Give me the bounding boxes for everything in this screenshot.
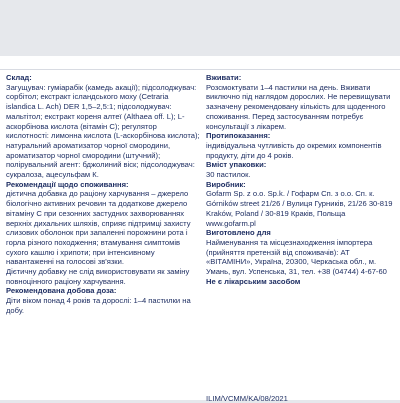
package-content-title: Вміст упаковки: <box>206 160 267 170</box>
dose-title: Рекомендована добова доза: <box>6 286 117 296</box>
recommendations-text: дієтична добавка до раціону харчування – джерело біологічно активних речовин та додаткове джерело вітаміну C при сезонних застудних захворюваннях верхніх дихальних шляхів, сприяє підтримці захисту слизових оболонок при запаленні порожнини рота і горла різного походження; втамування симптомів сухого кашлю і хрипоти; при інтенсивному навантаженні на голосові зв'язки. <box>6 189 191 267</box>
made-for-title: Виготовлено для <box>206 228 271 238</box>
recommendations-title: Рекомендації щодо споживання: <box>6 179 129 189</box>
right-column <box>206 73 396 286</box>
left-column <box>6 73 200 316</box>
top-divider <box>0 69 400 70</box>
manufacturer-text: Gofarm Sp. z o.o. Sp.k. / Гофарм Сп. з о.о. Сп. к. Górników street 21/26 / Вулиця Гурників, 21/26 30-819 Kraków, Poland / 30-819 Кракiв, Польща www.gofarm.pl <box>206 189 393 228</box>
importer-text: Найменування та місцезнаходження імпортера (прийняття претензій від споживачів): АТ «ВІТАМІНИ», Україна, 20300, Черкаська обл., м. Умань, вул. Успенська, 31, тел. +38 (04744) 4-67-60 <box>206 237 387 277</box>
composition-title: Склад: <box>6 73 32 82</box>
contraindications-text: індивідуальна чутливість до окремих компонентів продукту, діти до 4 років. <box>206 140 382 160</box>
not-medicine-note: Не є лікарським засобом <box>206 276 301 286</box>
dose-text: Діти віком понад 4 років та дорослі: 1–4 пастилки на добу. <box>6 296 191 315</box>
notice-text: Дієтичну добавку не слід використовувати як заміну повноцінного раціону харчування. <box>6 267 190 286</box>
usage-text: Розсмоктувати 1–4 пастилки на день. Вживати виключно під наглядом дорослих. Не перевищувати зазначену рекомендовану кількість для щоденного споживання. Перед застосуванням потребує консультації з лікарем. <box>206 82 391 131</box>
composition-text: Загущувач: гуміарабік (камедь акації); підсолоджувач: сорбітол; екстракт ісландського моху (Cetraria islandica L. Ach) DER 1,5–2,5:1; підсолоджувач: мальтітол; екстракт кореня алтеї (Althaea off. L); L-аскорбінова кислота (вітамін C); регулятор кислотності: лимонна кислота (L-аскорбінова кислота); натуральний ароматизатор чорної смородини, ароматизатор чорної смородини (штучний); полірувальний агент: бджолиний віск; підсолоджувач: сукралоза, ацесульфам К. <box>6 82 200 180</box>
registration-code: ILIM/VCMM/KA/08/2021 <box>206 394 288 403</box>
contraindications-title: Протипоказання: <box>206 131 271 141</box>
package-content-text: 30 пастилок. <box>206 170 251 180</box>
usage-title: Вживати: <box>206 73 242 82</box>
manufacturer-title: Виробник: <box>206 179 246 189</box>
